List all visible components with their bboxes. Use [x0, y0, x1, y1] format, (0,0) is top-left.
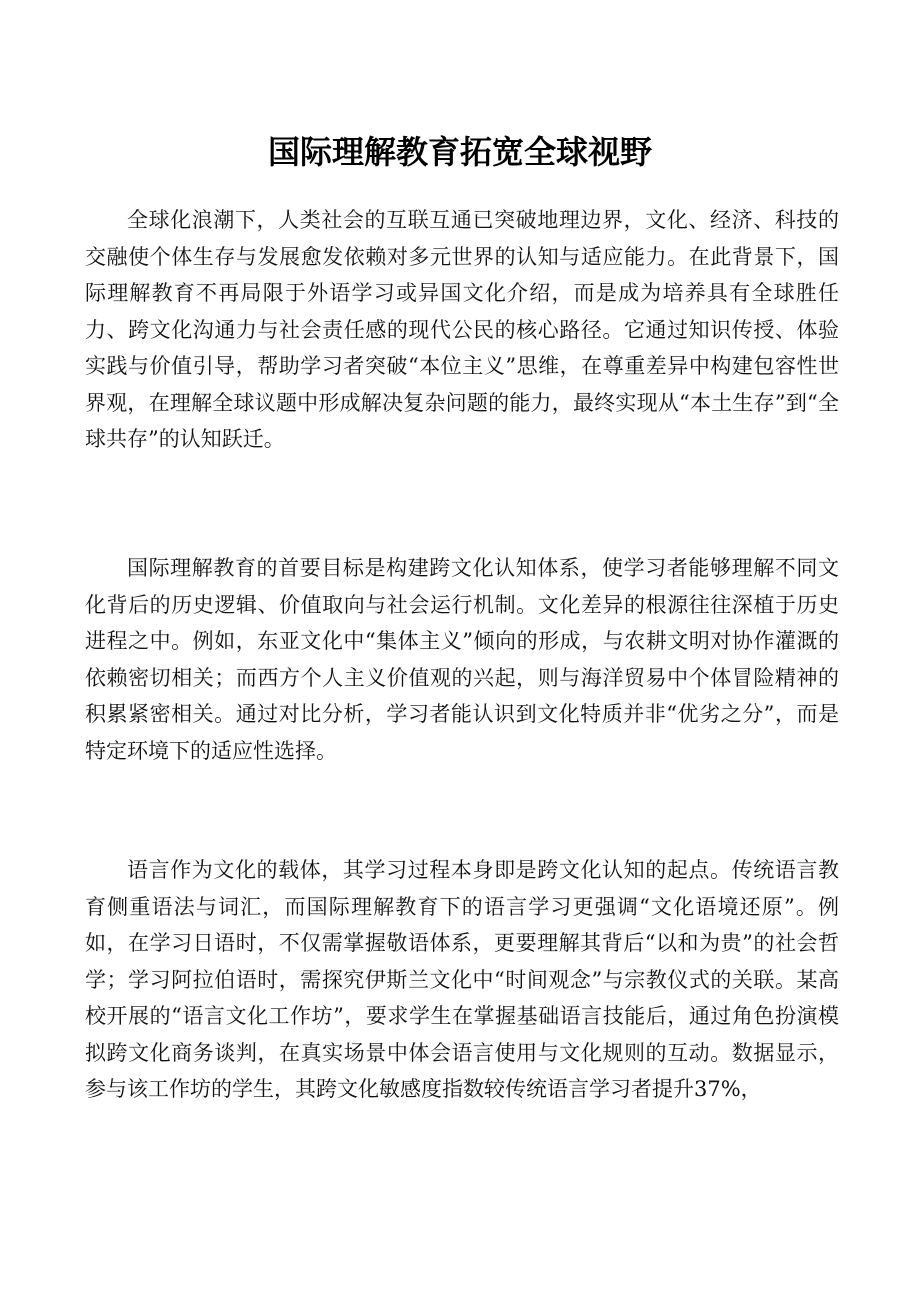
paragraph-3: 语言作为文化的载体，其学习过程本身即是跨文化认知的起点。传统语言教育侧重语法与词汇，而国际理解教育下的语言学习更强调“文化语境还原”。例如，在学习日语时，不仅需掌握敬语体系，更要理解其背后“以和为贵”的社会哲学；学习阿拉伯语时，需探究伊斯兰文化中“时间观念”与宗教仪式的关联。某高校开展的“语言文化工作坊”，要求学生在掌握基础语言技能后，通过角色扮演模拟跨文化商务谈判，在真实场景中体会语言使用与文化规则的互动。数据显示，参与该工作坊的学生，其跨文化敏感度指数较传统语言学习者提升37%， — [85, 858, 839, 1101]
document-title: 国际理解教育拓宽全球视野 — [267, 133, 652, 171]
paragraph-1: 全球化浪潮下，人类社会的互联互通已突破地理边界，文化、经济、科技的交融使个体生存与发展愈发依赖对多元世界的认知与适应能力。在此背景下，国际理解教育不再局限于外语学习或异国文化介绍，而是成为培养具有全球胜任力、跨文化沟通力与社会责任感的现代公民的核心路径。它通过知识传授、体验实践与价值引导，帮助学习者突破“本位主义”思维，在尊重差异中构建包容性世界观，在理解全球议题中形成解决复杂问题的能力，最终实现从“本土生存”到“全球共存”的认知跃迁。 — [85, 208, 839, 451]
paragraph-2: 国际理解教育的首要目标是构建跨文化认知体系，使学习者能够理解不同文化背后的历史逻辑、价值取向与社会运行机制。文化差异的根源往往深植于历史进程之中。例如，东亚文化中“集体主义”倾向的形成，与农耕文明对协作灌溉的依赖密切相关；而西方个人主义价值观的兴起，则与海洋贸易中个体冒险精神的积累紧密相关。通过对比分析，学习者能认识到文化特质并非“优劣之分”，而是特定环境下的适应性选择。 — [85, 556, 839, 763]
